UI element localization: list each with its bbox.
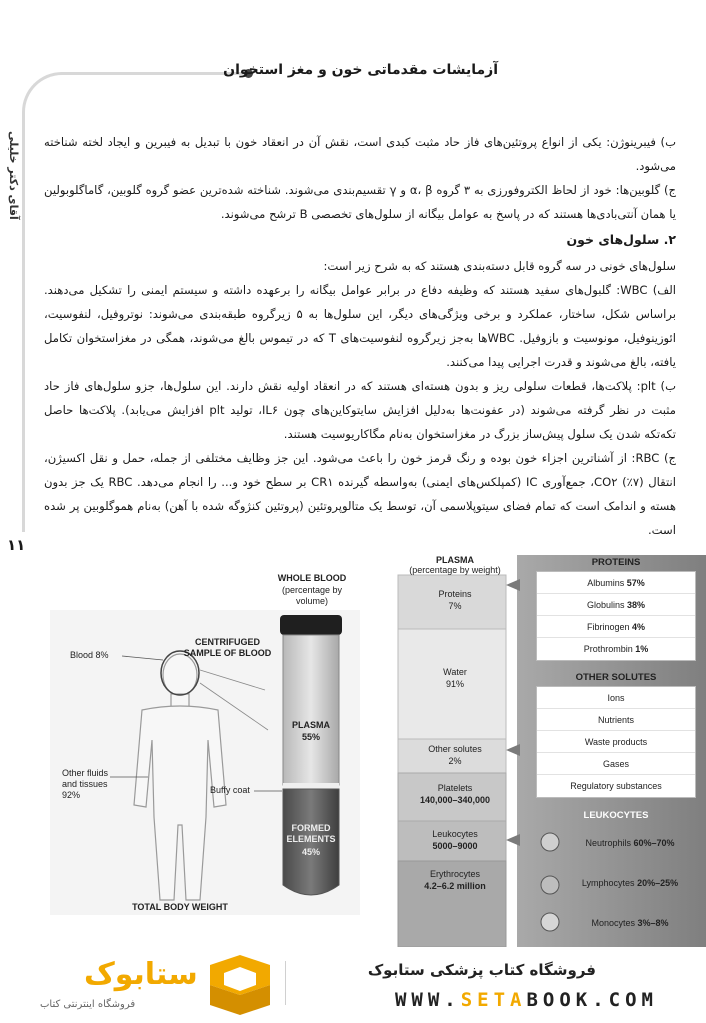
label-plasma-tube: PLASMA (292, 720, 330, 730)
label-centrifuged-sample: CENTRIFUGED SAMPLE OF BLOOD (183, 637, 272, 658)
setabook-logo-icon (200, 955, 280, 1015)
solute-row: Regulatory substances (570, 781, 662, 791)
proteins-head: PROTEINS (591, 557, 641, 568)
author-name: آقای دکتر خلیلی (7, 130, 20, 220)
plasma-head: PLASMA (436, 555, 474, 565)
label-whole-blood: WHOLE BLOOD (277, 573, 347, 583)
plasma-proteins-label: Proteins (438, 589, 472, 599)
composition-details (530, 555, 706, 947)
erythrocytes-value: 4.2–6.2 million (424, 881, 486, 891)
page-frame-top-line (60, 72, 246, 75)
paragraph-fibrinogen: ب) فیبرینوژن: یکی از انواع پروتئین‌های فاز حاد مثبت کبدی است، نقش آن در انعقاد خون با تبدیل به فیبرین و ایجاد لخته شناخته می‌شود. (44, 135, 676, 173)
leukocytes-label: Leukocytes (432, 829, 478, 839)
erythrocytes-label: Erythrocytes (429, 869, 480, 879)
footer-banner (0, 947, 706, 1023)
label-total-body-weight: TOTAL BODY WEIGHT (132, 902, 228, 912)
label-other-fluids: Other fluids and tissues 92% (62, 768, 109, 800)
plasma-head-sub: (percentage by weight) (409, 565, 501, 575)
solute-row: Ions (537, 687, 695, 709)
leukocyte-row: Monocytes 3%–8% (591, 918, 669, 928)
plasma-composition-column (387, 555, 517, 947)
solutes-list (536, 686, 696, 798)
plasma-proteins-pct: 7% (448, 601, 462, 611)
paragraph-plt: ب) plt: پلاکت‌ها، قطعات سلولی ریز و بدون هسته‌ای هستند که در انعقاد اولیه نقش دارند. این سلول‌ها، جزو سلول‌های فاز حاد مثبت در نظر گرفته می‌شوند (در عفونت‌ها به‌دلیل افزایش سایتوکاین‌های چون IL۶، تولید plt افزایش می‌یابد). پلاکت‌ها حاصل تکه‌تکه شدن یک سلول پیش‌ساز بزرگ در مغزاستخوان به‌نام مگاکاریوسیت هستند. (44, 379, 676, 441)
store-name: فروشگاه کتاب پزشکی ستابوک (367, 961, 596, 979)
leukocytes-list (564, 827, 696, 943)
solute-row: Waste products (537, 731, 695, 753)
protein-row: Fibrinogen 4% (537, 616, 695, 638)
platelets-label: Platelets (437, 783, 473, 793)
solute-row: Nutrients (537, 709, 695, 731)
label-whole-blood-sub: (percentage by volume) (281, 585, 343, 606)
store-url[interactable]: WWW.SETABOOK.COM (394, 989, 658, 1011)
label-formed-elements: FORMED ELEMENTS (286, 823, 336, 844)
leukocyte-row: Lymphocytes 20%–25% (581, 878, 679, 888)
label-formed-elements-pct: 45% (301, 847, 320, 857)
paragraph-wbc: الف) WBC: گلبول‌های سفید هستند که وظیفه دفاع در برابر عوامل بیگانه را برعهده داشته و سیستم ایمنی را تشکیل می‌دهند. براساس شکل، ساختار، عملکرد و برخی ویژگی‌های دیگر، این سلول‌ها به ۵ زیرگروه طبقه‌بندی می‌شوند: نوتروفیل، لنفوسیت، ائوزینوفیل، مونوسیت و بازوفیل. WBCها به‌جز زیرگروه لنفوسیت‌های T که در تیموس بالغ می‌شوند، همگی در مغزاستخوان تکامل یافته، بالغ می‌شوند و قدرت اجرایی پیدا می‌کنند. (44, 283, 677, 369)
page-frame-left-line (22, 112, 25, 532)
label-plasma-tube-pct: 55% (301, 732, 320, 742)
chapter-title: آزمایشات مقدماتی خون و مغز استخوان (223, 62, 498, 78)
section-heading-blood-cells: ۲. سلول‌های خون (566, 232, 676, 247)
logo-subtitle: فروشگاه اینترنتی کتاب (40, 999, 136, 1010)
proteins-list (536, 571, 696, 661)
plasma-other-solutes-label: Other solutes (428, 744, 482, 754)
protein-row: Prothrombin 1% (583, 644, 649, 654)
solute-row: Gases (537, 753, 695, 775)
label-buffy-coat: Buffy coat (210, 785, 250, 795)
paragraph-globulins: ج) گلوبین‌ها: خود از لحاظ الکتروفورزی به ۳ گروه α، β و γ تقسیم‌بندی می‌شوند. شناخته شده‌ترین عضو گروه گلوبین، گاماگلوبولین یا همان آنتی‌بادی‌ها هستند که در پاسخ به عوامل بیگانه از سلول‌های تخصصی B ترشح می‌شوند. (44, 183, 676, 221)
logo-word: ستابوک (84, 957, 198, 992)
page-frame-corner (22, 72, 66, 116)
leukocytes-head: LEUKOCYTES (583, 810, 649, 821)
leukocyte-row: Neutrophils 60%–70% (585, 838, 675, 848)
page-content (44, 130, 676, 542)
other-solutes-head: OTHER SOLUTES (575, 672, 657, 683)
plasma-water-label: Water (443, 667, 467, 677)
platelets-value: 140,000–340,000 (419, 795, 491, 805)
paragraph-intro: سلول‌های خونی در سه گروه قابل دسته‌بندی هستند که به شرح زیر است: (323, 259, 676, 273)
page-number: ۱۱ (7, 536, 26, 554)
plasma-water-pct: 91% (445, 679, 464, 689)
paragraph-rbc: ج) RBC: از آشناترین اجزاء خون بوده و رنگ قرمز خون را باعث می‌شود. این جز وظایف مختلفی از جمله، حمل و نقل اکسیژن، انتقال CO۲ (٪۷)، جمع‌آوری IC (کمپلکس‌های ایمنی) به‌واسطه گیرنده CR۱ بر سطح خود و... را انجام می‌دهد. RBC یک جز بدون هسته و اندامک است که تمام فضای سیتوپلاسمی آن، توسط یک متالوپروتئین (پروتئین کنژوگه شده با آهن) به‌نام هموگلوبین پر شده است. (44, 451, 676, 537)
blood-composition-figure (0, 555, 706, 947)
label-blood-pct: Blood 8% (70, 650, 109, 660)
protein-row: Albumins 57% (537, 572, 695, 594)
protein-row: Globulins 38% (537, 594, 695, 616)
leukocytes-value: 5000–9000 (432, 841, 478, 851)
footer-divider (285, 961, 286, 1005)
plasma-other-solutes-pct: 2% (448, 756, 462, 766)
